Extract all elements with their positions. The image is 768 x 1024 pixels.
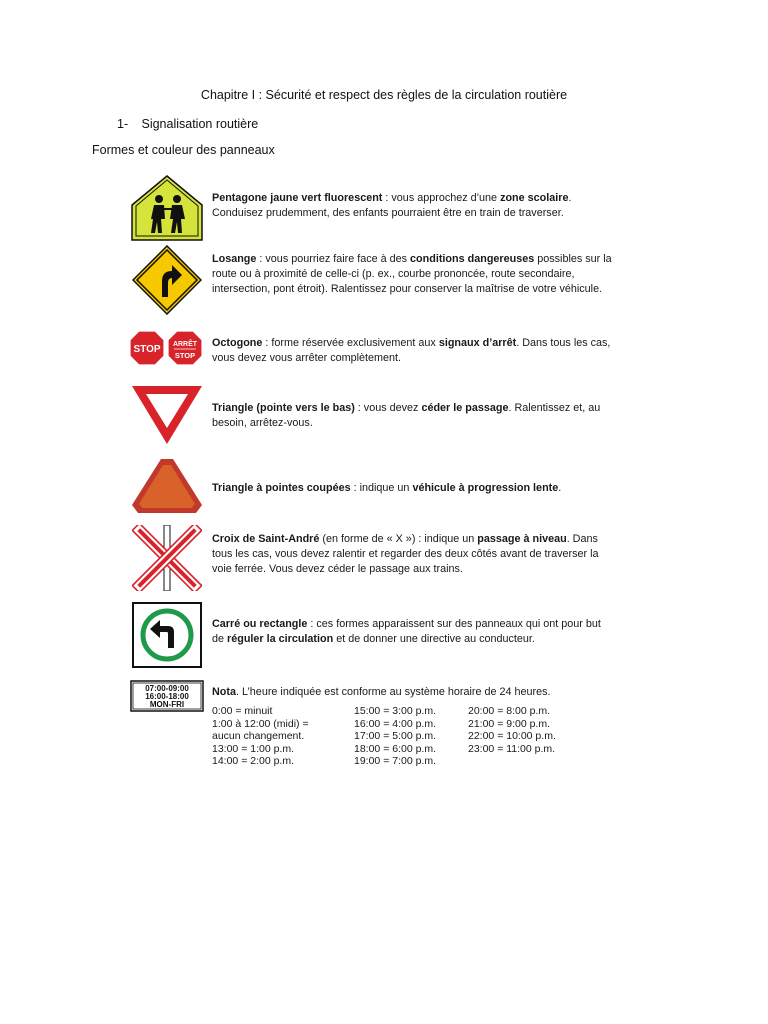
sign-text-post: . Dans tous les cas, vous devez vous arrêter complètement.: [212, 337, 611, 364]
hours-item: 18:00 = 6:00 p.m.: [354, 742, 437, 755]
hours-line-2: 16:00-18:00: [144, 692, 189, 701]
hours-column: [354, 705, 436, 768]
sign-text-post: . Dans tous les cas, vous devez ralentir et regarder des deux côtés avant de traverser la voie ferrée. Vous devez céder le passage aux trains.: [212, 533, 599, 575]
hours-item: 14:00 = 2:00 p.m.: [212, 755, 295, 767]
arret-stop-label: STOP: [174, 351, 196, 360]
sign-text-pre: : ces formes apparaissent sur des panneaux qui ont pour but de: [212, 618, 601, 645]
note-text: . L’heure indiquée est conforme au système horaire de 24 heures.: [236, 686, 551, 698]
sign-text-post: et de donner une directive au conducteur.: [333, 633, 535, 645]
sub-heading: Formes et couleur des panneaux: [92, 143, 275, 157]
sign-text-pre: : vous pourriez faire face à des: [256, 253, 411, 265]
sign-text-bold: passage à niveau: [477, 533, 567, 545]
sign-text-post: possibles sur la route ou à proximité de celle-ci (p. ex., courbe prononcée, route secondaire, intersection, pont étroit). Ralentissez pour conserver la maîtrise de votre véhicule.: [212, 253, 612, 295]
sign-term: Triangle à pointes coupées: [212, 482, 351, 494]
sign-text-bold: réguler la circulation: [227, 633, 334, 645]
left-turn-sign-icon: [129, 602, 204, 668]
sign-text-pre: : vous approchez d’une: [382, 192, 501, 204]
sign-term: Carré ou rectangle: [212, 618, 308, 630]
hours-item: 16:00 = 4:00 p.m.: [354, 717, 437, 730]
sign-text-pre: : forme réservée exclusivement aux: [262, 337, 439, 349]
sign-text-pre: (en forme de « X ») : indique un: [319, 533, 478, 545]
railway-crossing-sign-icon: [129, 525, 204, 591]
section-title: Signalisation routière: [141, 117, 259, 131]
hours-item: 13:00 = 1:00 p.m.: [212, 742, 295, 755]
section-number: 1-: [117, 117, 129, 131]
hours-line-1: 07:00-09:00: [144, 684, 189, 693]
hours-item: 21:00 = 9:00 p.m.: [468, 717, 551, 730]
yield-sign-icon: [129, 385, 204, 445]
hours-item: 0:00 = minuit: [212, 705, 273, 717]
stop-sign-icon: [129, 330, 203, 366]
hours-column: [468, 705, 556, 755]
sign-text-pre: : vous devez: [354, 402, 422, 414]
arret-label: ARRÊT: [172, 341, 198, 348]
sign-text-post: . Conduisez prudemment, des enfants pourraient être en train de traverser.: [212, 192, 572, 219]
note-term: Nota: [212, 686, 236, 698]
sign-term: Octogone: [212, 337, 263, 349]
hours-item: 1:00 à 12:00 (midi) =: [212, 717, 309, 730]
hours-line-3: MON-FRI: [149, 700, 184, 709]
sign-text-bold: conditions dangereuses: [410, 253, 535, 265]
hours-item: 22:00 = 10:00 p.m.: [468, 730, 556, 742]
sign-text-bold: zone scolaire: [500, 192, 569, 204]
curve-warning-sign-icon: [129, 245, 204, 315]
sign-term: Pentagone jaune vert fluorescent: [212, 192, 383, 204]
hours-sign-icon: [129, 680, 204, 712]
sign-text-post: . Ralentissez et, au besoin, arrêtez-vous.: [212, 402, 601, 429]
slow-vehicle-sign-icon: [129, 457, 204, 515]
hours-item: 23:00 = 11:00 p.m.: [468, 742, 556, 755]
sign-term: Croix de Saint-André: [212, 533, 320, 545]
sign-text-pre: : indique un: [350, 482, 413, 494]
hours-item: aucun changement.: [212, 730, 305, 742]
hours-item: 19:00 = 7:00 p.m.: [354, 755, 437, 767]
section-heading: [117, 117, 258, 131]
sign-text-post: .: [558, 482, 562, 494]
sign-text-bold: céder le passage: [421, 402, 509, 414]
hours-item: 15:00 = 3:00 p.m.: [354, 705, 437, 717]
sign-text-bold: véhicule à progression lente: [412, 482, 559, 494]
hours-column: [212, 705, 309, 768]
sign-term: Triangle (pointe vers le bas): [212, 402, 355, 414]
stop-label: STOP: [133, 344, 161, 355]
school-zone-sign-icon: [129, 175, 204, 241]
page-title: Chapitre I : Sécurité et respect des règles de la circulation routière: [200, 88, 568, 102]
hours-item: 17:00 = 5:00 p.m.: [354, 730, 437, 742]
sign-term: Losange: [212, 253, 257, 265]
sign-text-bold: signaux d’arrêt: [438, 337, 517, 349]
hours-item: 20:00 = 8:00 p.m.: [468, 705, 551, 717]
